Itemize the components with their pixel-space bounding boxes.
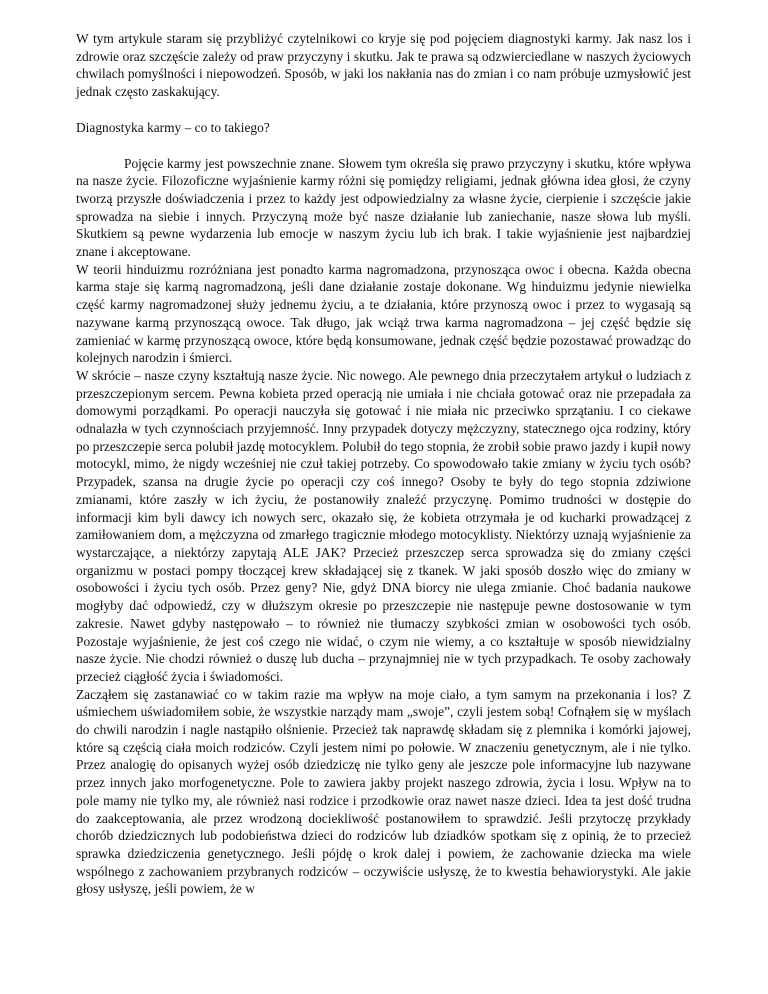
body-paragraph-2: W teorii hinduizmu rozróżniana jest ponadto karma nagromadzona, przynosząca owoc i obecna. Każda obecna karma staje się karmą nagromadzoną, jeśli dane działanie zostaje dokonane. Wg hinduizmu jedynie niewielka część karmy nagromadzonej służy jednemu życiu, a te działania, które przynoszą owoc i przez to wygasają są nazywane karmą przynoszącą owoce. Tak długo, jak wciąż trwa karma nagromadzona – jej część będzie się zamieniać w karmę przynoszącą owoce, które będą konsumowane, jednak część będzie pozostawać prowadząc do kolejnych narodzin i śmierci. — [76, 261, 691, 366]
body-paragraph-1: Pojęcie karmy jest powszechnie znane. Słowem tym określa się prawo przyczyny i skutku, które wpływa na nasze życie. Filozoficzne wyjaśnienie karmy różni się pomiędzy religiami, jednak główna idea głosi, że czyny tworzą przyszłe doświadczenia i przez to każdy jest odpowiedzialny za własne życie, cierpienie i szczęście jakie sprowadza na siebie i innych. Przyczyną może być nasze działanie lub zaniechanie, nasze słowa lub myśli. Skutkiem są pewne wydarzenia lub emocje w naszym życiu lub ich brak. I takie wyjaśnienie jest najbardziej znane i akceptowane. — [76, 155, 691, 260]
body-paragraph-3: W skrócie – nasze czyny kształtują nasze życie. Nic nowego. Ale pewnego dnia przeczytałem artykuł o ludziach z przeszczepionym sercem. Pewna kobieta przed operacją nie umiała i nie chciała gotować oraz nie przepadała za domowymi porządkami. Po operacji nauczyła się gotować i nie miała nic przeciwko sprzątaniu. I co ciekawe odnalazła w tych czynnościach przyjemność. Inny przypadek dotyczy mężczyzny, statecznego ojca rodziny, który po przeszczepie serca polubił jazdę motocyklem. Polubił do tego stopnia, że zrobił sobie prawo jazdy i kupił nowy motocykl, mimo, że nigdy wcześniej nie czuł takiej potrzeby. Co spowodowało takie zmiany w życiu tych osób? Przypadek, szansa na drugie życie po operacji czy coś innego? Osoby te były do tego stopnia zdziwione zmianami, które zaszły w ich życiu, że postanowiły znaleźć przyczynę. Pomimo trudności w dostępie do informacji kim byli dawcy ich nowych serc, okazało się, że kobieta otrzymała je od kucharki prowadzącej z zamiłowaniem dom, a mężczyzna od zmarłego tragicznie młodego motocyklisty. Niektórzy uznają wyjaśnienie za wystarczające, a niektórzy zapytają ALE JAK? Przecież przeszczep serca sprowadza się do zmiany części organizmu w postaci pompy tłoczącej krew składającej się z tkanek. W jaki sposób doszło więc do zmiany w osobowości i życiu tych osób. Przez geny? Nie, gdyż DNA biorcy nie ulega zmianie. Choć badania naukowe mogłyby dać odpowiedź, czy w dłuższym okresie po przeszczepie nie następuje pewne dostosowanie w tym zakresie. Nawet gdyby następowało – to również nie tłumaczy szybkości zmian w osobowości tych osób. Pozostaje wyjaśnienie, że jest coś czego nie widać, o czym nie wiemy, a co kształtuje w sposób niewidzialny nasze życie. Nie chodzi również o duszę lub ducha – przynajmniej nie w tych przypadkach. Te osoby zachowały przecież ciągłość życia i świadomości. — [76, 367, 691, 684]
intro-paragraph: W tym artykule staram się przybliżyć czytelnikowi co kryje się pod pojęciem diagnostyki karmy. Jak nasz los i zdrowie oraz szczęście zależy od praw przyczyny i skutku. Jak te prawa są odzwierciedlane w naszych życiowych chwilach pomyślności i niepowodzeń. Sposób, w jaki los nakłania nas do zmian i co nam próbuje uzmysłowić jest jednak często zaskakujący. — [76, 31, 691, 100]
document-page — [76, 30, 691, 898]
section-heading: Diagnostyka karmy – co to takiego? — [76, 119, 270, 135]
body-paragraph-4: Zacząłem się zastanawiać co w takim razie ma wpływ na moje ciało, a tym samym na przekonania i los? Z uśmiechem uświadomiłem sobie, że wszystkie narządy mam „swoje”, czyli jestem sobą! Cofnąłem się w myślach do chwili narodzin i nagle nastąpiło olśnienie. Przecież tak naprawdę składam się z plemnika i komórki jajowej, które są częścią ciała moich rodziców. Czyli jestem nimi po połowie. W znaczeniu genetycznym, ale i nie tylko. Przez analogię do opisanych wyżej osób dziedziczę nie tylko geny ale jeszcze pole informacyjne lub nazywane przez innych jako morfogenetyczne. Pole to zawiera jakby projekt naszego zdrowia, życia i losu. Wpływ na to pole mamy nie tylko my, ale również nasi rodzice i przodkowie oraz nawet nasze dzieci. Idea ta jest dość trudna do zaakceptowania, ale przez wrodzoną dociekliwość postanowiłem to sprawdzić. Jeśli przytoczę przykłady chorób dziedzicznych lub podobieństwa dzieci do rodziców lub dziadków spotkam się z opinią, że to przecież sprawka dziedziczenia genetycznego. Jeśli pójdę o krok dalej i powiem, że zachowanie dziecka ma wiele wspólnego z zachowaniem przybranych rodziców – oczywiście usłyszę, że to kwestia behawiorystyki. Ale jakie głosy usłyszę, jeśli powiem, że w — [76, 686, 691, 897]
